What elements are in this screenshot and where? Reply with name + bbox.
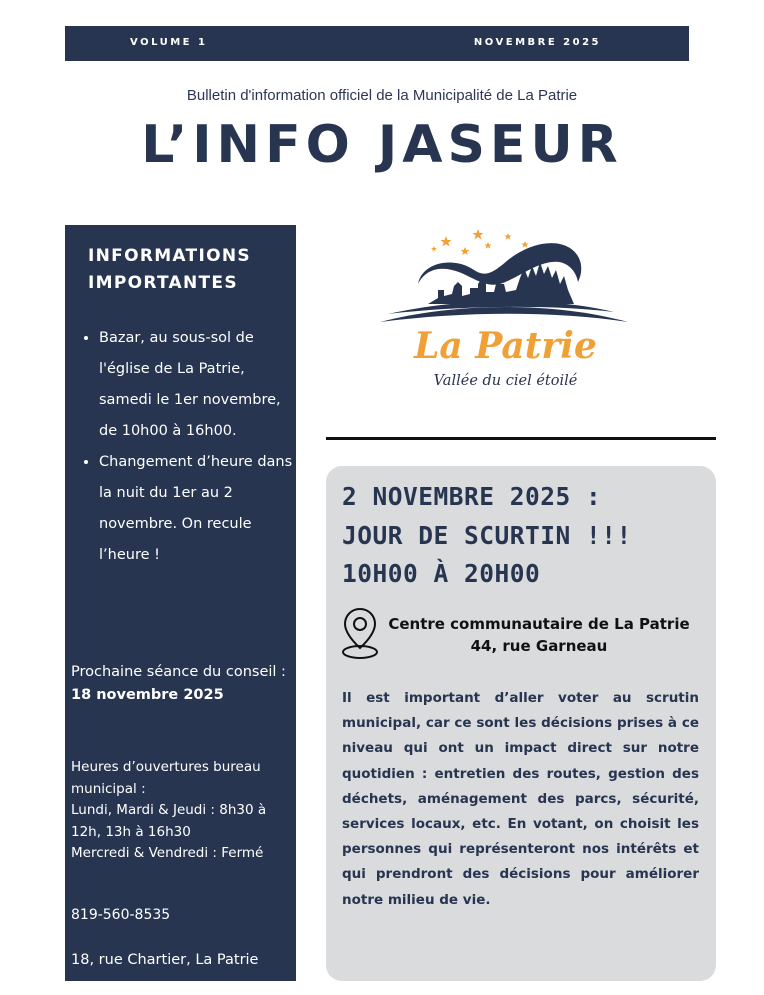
issue-date: NOVEMBRE 2025 [473,37,601,48]
list-item: • Changement d’heure dans la nuit du 1er au 2 novembre. On recule l’heure ! [99,447,295,571]
hours-closed: Mercredi & Vendredi : Fermé [71,845,264,861]
info-list [79,323,295,571]
logo-name: La Patrie [414,325,597,367]
location-name: Centre communautaire de La Patrie [388,615,690,633]
location-pin-icon [340,606,380,662]
office-address: 18, rue Chartier, La Patrie [71,952,259,968]
la-patrie-logo-graphic [378,226,633,396]
meeting-date: 18 novembre 2025 [71,687,224,703]
location-address: 44, rue Garneau [470,637,608,655]
important-info-sidebar [65,225,296,981]
headline-line: JOUR DE SCURTIN !!! [342,520,632,550]
headline-line: 10H00 À 20H00 [342,559,541,588]
election-headline [342,478,702,594]
polling-location [384,613,694,657]
election-card [326,466,716,981]
newsletter-title: L’INFO JASEUR [141,115,623,175]
hours-label: Heures d’ouvertures bureau municipal : [71,759,261,797]
phone-number: 819-560-8535 [71,907,171,923]
volume-label: VOLUME 1 [130,37,208,48]
top-banner [65,26,689,61]
headline-line: 2 NOVEMBRE 2025 : [342,482,602,511]
section-divider [326,437,716,440]
list-item: • Bazar, au sous-sol de l'église de La Patrie, samedi le 1er novembre, de 10h00 à 16h00. [99,323,295,447]
logo-tagline: Vallée du ciel étoilé [433,373,578,389]
hours-weekdays: Lundi, Mardi & Jeudi : 8h30 à 12h, 13h à 16h30 [71,802,267,840]
sidebar-heading: INFORMATIONS IMPORTANTES [88,246,251,293]
office-hours [71,757,291,865]
star-icon [431,229,529,255]
meeting-label: Prochaine séance du conseil : [71,664,286,680]
bulletin-subtitle: Bulletin d'information officiel de la Municipalité de La Patrie [186,87,578,104]
election-body-text: Il est important d’aller voter au scrutin municipal, car ce sont les décisions prises à ce niveau qui ont un impact direct sur notre quotidien : entretien des routes, gestion des déchets, aménagement des parcs, sécurité, services locaux, etc. En votant, on choisit les personnes qui représenteront nos intérêts et qui prendront des décisions pour améliorer notre milieu de vie. [342,690,699,908]
council-meeting [71,661,291,707]
